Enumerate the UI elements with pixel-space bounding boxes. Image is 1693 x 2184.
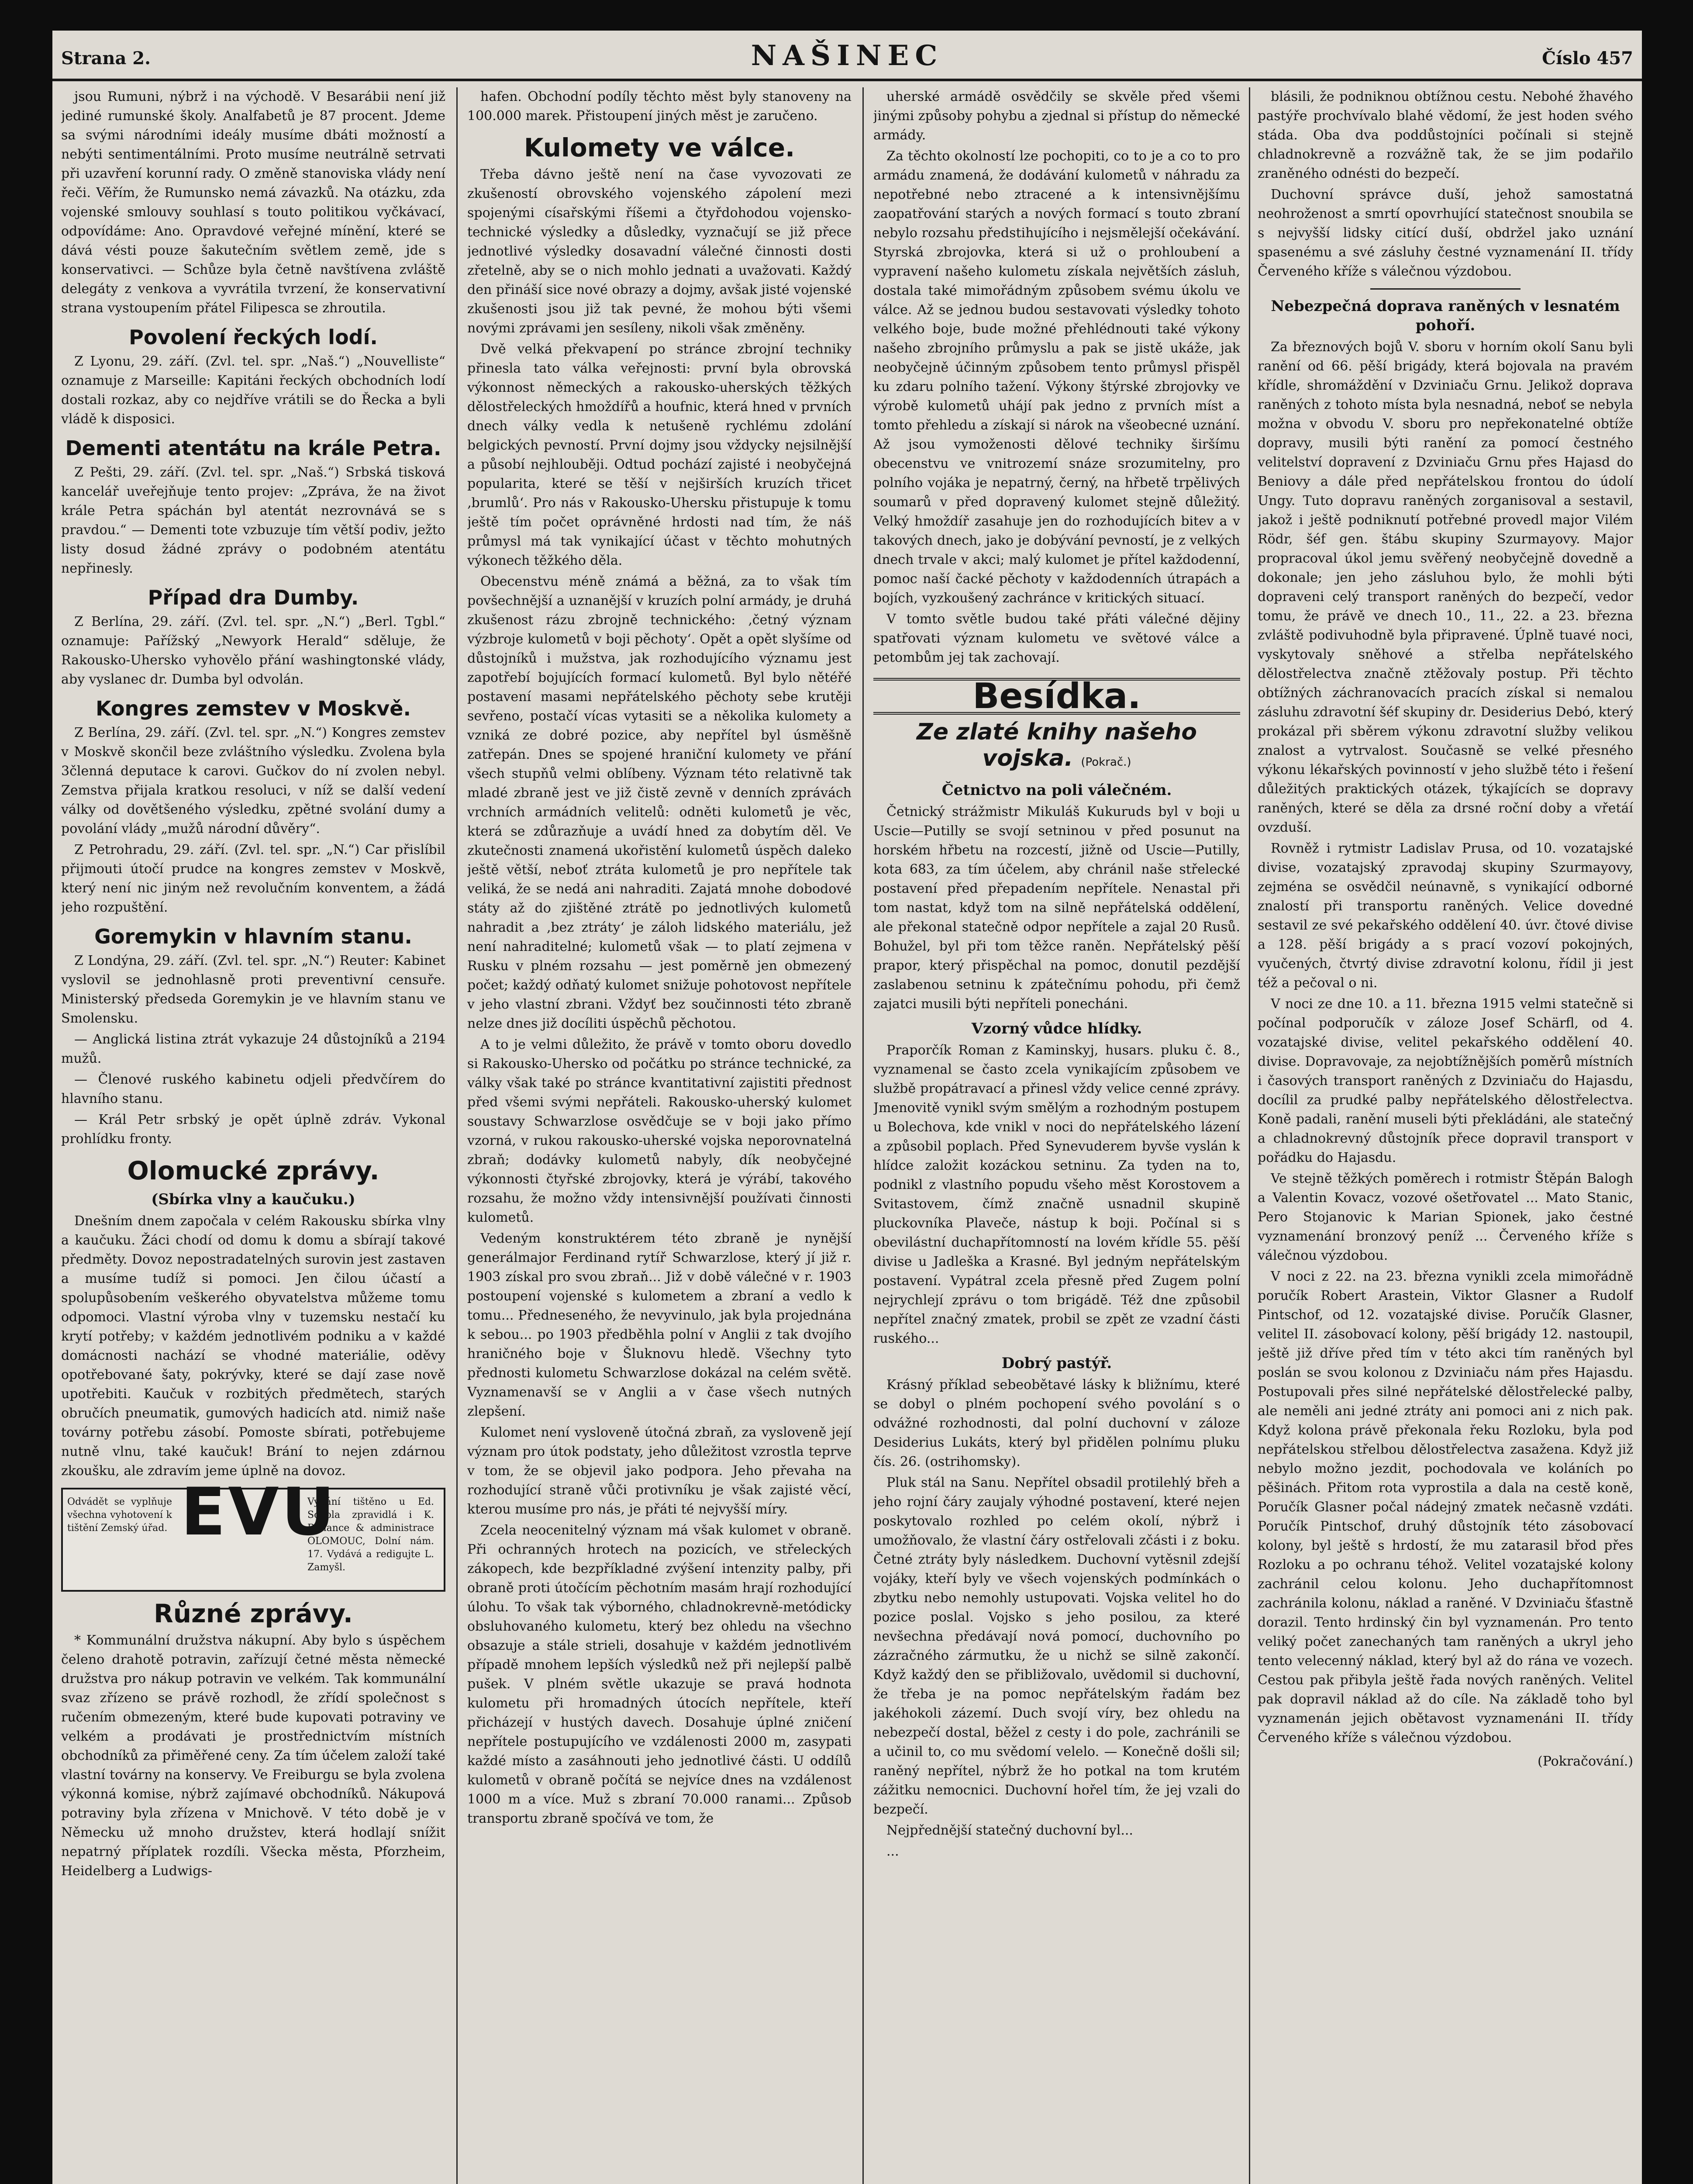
headline: Případ dra Dumby.	[148, 586, 359, 609]
article-text: V noci ze dne 10. a 11. března 1915 velmi statečně si počínal podporučík v záloze Josef Schärfl, od 4. vozatajské divise, velitel pekařského oddělení 40. divise. Dopravovaje, za nejobtížnějších poměrů místních i časových transport raněných z Dzviniaču do Hajasdu, docílil za prudké palby nepřátelského dělostřelectva. Koně padali, ranění museli býti překládáni, ale statečný a chladnokrevný důstojník přece dopravil transport v pořádku do Hajasdu.	[1258, 996, 1633, 1165]
ad-text-right: Vydání tištěno u Ed. Sokola zpravidlá i K. Reliance & administrace OLOMOUC, Dolní nám. 17. Vydává a redigujte L. Zamyšl.	[307, 1496, 434, 1573]
article-text: Obecenstvu méně známá a běžná, za to však tím povšechnější a uznanější v kruzích polní armády, je druhá zkušenost rázu zbrojně technického: ‚četný význam výzbroje kulometů v boji pěchoty‘. Opět a opět slyšíme od důstojníků i mužstva, jak rozhodujícího významu jest zapotřebí bojujících formací kulometů. Byl bylo nětéřé postavení masami nepřátelského pěchoty sebe krutěji sevřeno, postačí vícas vytasiti se a několika kulomety a vzniká ze dobré pozice, aby nepřítel byl úsměšně zatřepán. Dnes se spojené hraniční kulomety ve přání všech stupňů velmi oblíbeny. Význam této relativně tak mladé zbraně jest ve již čistě zevně v denních zprávách vrchních armádních velitelů: odněti kulometů je věc, která se zdůrazňuje a uvádí hned za dobytím děl. Ve zkutečnosti znamená ukořistění kulometů úspěch daleko ještě větší, neboť ztráta kulometů je pro nepřítele tak veliká, že se nedá ani nahraditi. Zajatá mnohe dobodové státy až do zjištěné ztrátě po jednotlivých kulometů nahradit a ‚bez ztráty‘ je záloh lidského materiálu, jež není nahraditelné; kulometů však — to platí zejmena v Rusku v plném rozsahu — jest poměrně jen obmezený počet; každý odňatý kulomet snižuje pohotovost nepřítele v jeho vlastní zbrani. Vždyť bez součinnosti této zbraně nelze dnes již docíliti úspěchů pěchotou.	[467, 574, 852, 1031]
masthead: NAŠINEC	[751, 39, 944, 72]
article-text: Z Petrohradu, 29. září. (Zvl. tel. spr. „N.“) Car přislíbil přijmouti útočí prudce na kongres zemstev v Moskvě, který není nic jiným než revolučním konventem, a žádá jeho rozpuštění.	[61, 842, 445, 915]
article-text: jsou Rumuni, nýbrž i na východě. V Besarábii není již jediné rumunské školy. Analfabetů je 87 procent. Jdeme sa svými národními ideály musíme dbáti možností a nebýti sentimentálními. Proto musíme neutrálně setrvati při uzavření korunní rady. O změně stanoviska vlády není řeči. Věřím, že Rumunsko nemá závazků. Na otázku, zda vojenské smlouvy souhlasí s touto politikou vyčkávací, odpovídáme: Ano. Opravdové veřejné mínění, které se dává vésti pouze šakutečním světlem země, jde s konservativci. — Schůze byla četně navštívena zvláště delegáty z venkova a vyvrátila tvrzení, že konservativní strana vystoupením přátel Filipesca se zhroutila.	[61, 89, 445, 316]
article-text: Kulomet není vysloveně útočná zbraň, za vysloveně její význam pro útok podstaty, jeho důležitost vzrostla teprve v tom, že se objevil jako podpora. Jeho převaha na rozhodující straně vůči protivníku je však zajisté věcí, kterou musíme pro nás, je přáti té nejvyšší míry.	[467, 1425, 852, 1517]
column-1	[61, 87, 445, 2184]
continuation-note: (Pokračování.)	[1538, 1754, 1633, 1769]
article-text: Dvě velká překvapení po stránce zbrojní techniky přinesla tato válka veřejnosti: první byla obrovská výkonnost německých a rakousko-uherských těžkých dělostřeleckých hmoždířů a houfnic, která hned v prvních dnech války vedla k netušeně rychlému zdolání belgických pevností. První dojmy jsou vždycky nejsilnější a působí nejhlouběji. Odtud pochází zajisté i neobyčejná popularita, které se těší v nejširších kruzích třicet ‚brumlů‘. Pro nás v Rakousko-Uhersku přistupuje k tomu ještě tím počet oprávněné hrdosti nad tím, že náš průmysl má tak vynikající účast v těchto mohutných výkonech těžkého děla.	[467, 342, 852, 568]
header-rule	[52, 79, 1642, 81]
article-text: Rovněž i rytmistr Ladislav Prusa, od 10. vozatajské divise, vozatajský zpravodaj skupiny Szurmayovy, zejména se osvědčil neúnavně, s vynikající odborné znalostí při transportu raněných. Velice dovedné sestavil ze své pekařského oddělení 40. úvr. čtové divise a 128. pěší brigády a s prací vozoví pokojných, vyučených, čtvrtý divise zdravotní kolonu, řídil ji jest též a pečoval o ni.	[1258, 841, 1633, 991]
headline: Goremykin v hlavním stanu.	[94, 925, 412, 948]
subheadline: Dobrý pastýř.	[1001, 1355, 1112, 1372]
article-text: Z Pešti, 29. září. (Zvl. tel. spr. „Naš.“) Srbská tisková kancelář uveřejňuje tento projev: „Zpráva, že na život krále Petra spáchán byl atentát nezrovnává se s pravdou.“ — Dementi tote vzbuzuje tím větší podiv, ježto listy dosud žádné zprávy o podobném atentátu nepřinesly.	[61, 465, 445, 576]
divider	[1370, 288, 1521, 290]
column-divider	[1249, 87, 1250, 2184]
subheadline: (Sbírka vlny a kaučuku.)	[151, 1191, 355, 1208]
column-2	[467, 87, 852, 2184]
column-3	[873, 87, 1240, 2184]
issue-number: Číslo 457	[1542, 48, 1633, 69]
article-text: blásili, že podniknou obtížnou cestu. Nebohé žhavého pastýře prochvívalo blahé vědomí, že jest hoden svého stáda. Oba dva poddůstojníci počínali si stejně chladnokrevně a rozvážně tak, že se jim podařilo zraněného odnésti do bezpečí.	[1258, 89, 1633, 181]
article-text: ...	[886, 1844, 899, 1859]
subheadline: Nebezpečná doprava raněných v lesnatém pohoří.	[1271, 297, 1620, 334]
article-text: uherské armádě osvědčily se skvěle před všemi jinými způsoby pohybu a zjednal si přístup do německé armády.	[873, 89, 1240, 143]
article-text: Z Londýna, 29. září. (Zvl. tel. spr. „N.“) Reuter: Kabinet vyslovil se jednohlasně proti preventivní censuře. Ministerský předseda Goremykin je ve hlavním stanu ve Smolensku.	[61, 953, 445, 1026]
subheadline: Vzorný vůdce hlídky.	[971, 1020, 1142, 1037]
article-text: Duchovní správce duší, jehož samostatná neohroženost a smrtí opovrhující statečnost snoubila se s nejvyšší lidsky citící duší, obdržel jako uznání spasenému a své zásluhy čestné vyznamenání II. třídy Červeného kříže s válečnou výzdobou.	[1258, 187, 1633, 279]
article-text: Praporčík Roman z Kaminskyj, husars. pluku č. 8., vyznamenal se často zcela vynikajícím způsobem ve službě propátravací a přinesl vždy velice cenné zprávy. Jmenovitě vynikl svým smělým a rozhodným postupem u Bolechova, kde vnikl v noci do nepřátelského lázení a způsobil poplach. Před Synevuderem byvše vyslán k hlídce založit kozáckou setninu. Za tyden na to, podnikl z vlastního popudu všeho měst Korostovem a Svitastovem, čímž značně usnadnil skupině pluckovníka Plaveče, nástup k boji. Počínal si s obevilástní duchapřítomností na lovém křídle 55. pěší divise u Jadleška a Krasné. Byl jedným nepřátelským postavení. Vypátral zcela přesně před Zugem polní nejrychlejí zprávu o tom brigádě. Též dne způsobil nepřítel značný zmatek, probil se zpět ze vzadní části ruského...	[873, 1043, 1240, 1346]
article-text: V tomto světle budou také přáti válečné dějiny spatřovati význam kulometu ve světové válce a petombům jej tak zachovají.	[873, 612, 1240, 665]
page-header	[52, 31, 1642, 79]
article-text: Pluk stál na Sanu. Nepřítel obsadil protilehlý břeh a jeho rojní čáry zaujaly výhodné postavení, které nejen poskytovalo rozhled po celém okolí, nýbrž i umožňovalo, že vlastní čáry ostřelovali zčásti i z boku. Četné ztráty byly následkem. Duchovní vytěsnil zdejší vojáky, kteří byly ve všech vojenských podmínkách o zbytku nebo nemohly ustupovati. Vojska velitel ho do pozice poslal. Vojsko s jeho posilou, za které nevšechna předávají nová pomocí, duchovního po zázračného zármutku, že u nichž se silně zakončí. Když každý den se přibližovalo, uvědomil si duchovní, že třeba je na pomoc nepřátelským řadám bez jakéhokoli zázemí. Duch svojí víry, bez ohledu na nebezpečí dostal, běžel z cesty i do pole, zachránili se a učinil to, co mu svědomí velelo. — Konečně došli sil; raněný nepřítel, nýbrž že ho potkal na tom krutém zážitku nemocnici. Duchovní hořel tím, že jej vzali do bezpečí.	[873, 1475, 1240, 1817]
news-note: — Král Petr srbský je opět úplně zdráv. Vykonal prohlídku fronty.	[61, 1112, 445, 1147]
advertisement	[61, 1474, 445, 1592]
news-note: — Anglická listina ztrát vykazuje 24 důstojníků a 2194 mužů.	[61, 1032, 445, 1066]
article-text: Nejpřednější statečný duchovní byl...	[886, 1823, 1133, 1838]
article-text: A to je velmi důležito, že právě v tomto oboru dovedlo si Rakousko-Uhersko od počátku po stránce technické, za války však také po stránce kvantitativní zajistiti přednost před všemi svými nepřáteli. Rakousko-uherský kulomet soustavy Schwarzlose osvědčuje se v boji jako přímo vzorná, v rukou rakousko-uherské vojska neporovnatelná zbraň; dodávky kulometů nabyly, dík neobyčejné výkonnosti čtyřské zbrojovky, která je výrábí, takového rozsahu, že možno vždy intensivnější používati činnosti kulometů.	[467, 1037, 852, 1225]
article-text: Četnický strážmistr Mikuláš Kukuruds byl v boji u Uscie—Putilly se svojí setninou v před posunut na horském hřbetu na rozcestí, jižně od Uscie—Putilly, kota 683, za tím účelem, aby chránil naše střelecké postavení před přepadením nepřítele. Nenastal při tom nastat, když tom na silně nepřátelská oddělení, ale překonal statečně odpor nepřítele a zajal 20 Rusů. Bohužel, byl při tom těžce raněn. Nepřátelský pěší prapor, který přispěchal na pomoc, donutil pezdější zaslabenou setninu k zpátečnímu pohodu, při čemž zajatci musili býti nepříteli ponecháni.	[873, 804, 1240, 1012]
article-text: Zcela neocenitelný význam má však kulomet v obraně. Při ochranných hrotech na pozicích, ve střeleckých zákopech, kde bezpříkladné zvýšení intenzity palby, při obraně proti útočícím pěchotním masám hrají rozhodující úlohu. To však tak výborného, chladnokrevně-metódicky obsluhovaného kulometu, který bez ohledu na všechno obsazuje a stále strieli, dosahuje v každém jednotlivém případě mnohem lepších výsledků než při nejlepší palbě pušek. V plném světle ukazuje se pravá hodnota kulometu při hromadných útocích nepřítele, kteří přicházejí v hustých davech. Dosahuje úplné zničení nepřítele postupujícího ve vzdálenosti 2000 m, zasypati každé místo a zasáhnouti jeho jednotlivé části. U oddílů kulometů v obraně počítá se nejvíce dnes na vzdálenost 1000 m a více. Muž s zbraní 70.000 ranami... Způsob transportu zbraně spočívá ve tom, že	[467, 1523, 852, 1826]
section-headline: Olomucké zprávy.	[127, 1156, 379, 1185]
page-number: Strana 2.	[61, 48, 151, 69]
ad-logo: EVU	[181, 1474, 338, 1550]
newspaper-page	[52, 31, 1642, 2184]
section-headline: Různé zprávy.	[154, 1599, 353, 1628]
article-text: Z Berlína, 29. září. (Zvl. tel. spr. „N.“) Kongres zemstev v Moskvě skončil beze zvláštního výsledku. Zvolena byla 3členná deputace k carovi. Gučkov do ní zvolen nebyl. Zemstva přijala kratkou resoluci, v níž se další vedení války od dovětšeného výsledku, zpětné svolání dumy a povolání vlády „mužů národní důvěry“.	[61, 725, 445, 836]
news-note: — Členové ruského kabinetu odjeli předvčírem do hlavního stanu.	[61, 1072, 445, 1106]
article-text: Z Lyonu, 29. září. (Zvl. tel. spr. „Naš.“) „Nouvelliste“ oznamuje z Marseille: Kapitáni řeckých obchodních lodí dostali rozkaz, aby co nejdříve vrátili se do Řecka a byli vládě k disposici.	[61, 354, 445, 427]
article-text: Za březnových bojů V. sboru v horním okolí Sanu byli ranění od 66. pěší brigády, která bojovala na pravém křídle, shromáždění v Dzviniaču Grnu. Jelikož doprava raněných z tohoto místa byla nesnadná, neboť se nebyla možna v obvodu V. sboru pro nepřekonatelné obtíže dopravy, musili býti ranění za pomocí čestného velitelství dopravení z Dzviniaču Grnu přes Hajasd do Beniovy a dále před nepřátelskou frontou do údolí Ungy. Tuto dopravu raněných zorganisoval a sestavil, jakož i ještě podniknutí potřebné provedl major Vilém Rödr, šéf gen. štábu skupiny Szurmayovy. Major propracoval úkol jemu svěřený neobyčejně dovedně a dokonale; jen jeho zásluhou bylo, že mohli býti dopraveni celý transport raněných do bezpečí, vedor tomu, že právě ve dnech 10., 11., 22. a 23. března zvláště podivuhodně byla připravené. Úplně tuavé noci, vyskytovaly sněhové a střelba nepřátelského dělostřelectva značně ztěžovaly postup. Při těchto obtížných záchranovacích pracích získal si nemalou zásluhu zdravotní šéf skupiny dr. Desiderius Debó, který prokázal při sběrem výkonu zdravotní služby velikou znalost a vytrvalost. Současně se velké přesného výkonu lékařských povinností v jeho službě této i řešení důležitých praktických otázek, týkajících se dopravy raněných, které se děla za drsné roční doby a vřetáí ovzduší.	[1258, 339, 1633, 835]
continuation-note: (Pokrač.)	[1081, 756, 1131, 769]
headline: Dementi atentátu na krále Petra.	[65, 436, 441, 460]
headline: Kongres zemstev v Moskvě.	[96, 697, 411, 720]
headline: Povolení řeckých lodí.	[129, 325, 378, 349]
headline: Kulomety ve válce.	[524, 133, 795, 162]
article-text: V noci z 22. na 23. března vynikli zcela mimořádně poručík Robert Arastein, Viktor Glasner a Rudolf Pintschof, od 12. vozatajské divise. Poručík Glasner, velitel II. zásobovací kolony, pěší brigády 12. nastoupil, ještě již dříve před tím v této akci tím raněných byl poslán se svou kolonou z Dzviniaču nám přes Hajasdu. Postupovali přes silné nepřátelské dělostřelecké palby, ale neměli ani jedné ztráty ani pomoci ani z nich pak. Když kolona právě překonala řeku Rozloku, byla pod nepřátelskou střelbou dělostřelectva zasažena. Když již nebylo možno jezdit, pochodovala ve koláních po pěšinách. Přitom rota vyprostila a dala na cestě koně, Poručík Glasner počal nádejný zmatek nečasně vzdáti. Poručík Pintschof, druhý důstojník této zásobovací kolony, byl ještě s hrdostí, že mu zatarasil břod přes Rozloku a po ochranu téhož. Velitel vozatajské kolony zachránil celou kolonu. Jeho duchapřítomnost zachránila kolonu, náklad a raněné. V Dzviniaču šťastně dorazil. Tento hrdinský čin byl vyznamenán. Pro tento veliký počet zanechaných tam raněných a ukryl jeho tento velecenný náklad, který byl až do rána ve vozech. Cestou pak přibyla ještě řada nových raněných. Velitel pak dopravil náklad až do cíle. Na základě toho byl vyznamenán jejich obětavost vyznamenáni II. třídy Červeného kříže s válečnou výzdobou.	[1258, 1269, 1633, 1745]
article-text: Ve stejně těžkých poměrech i rotmistr Štěpán Balogh a Valentin Kovacz, vozové ošetřovatel ... Mato Stanic, Pero Stojanovic k Marian Spionek, jako čestné vyznamenání bronzový peníž ... Červeného kříže s válečnou výzdobou.	[1258, 1171, 1633, 1263]
story-title-text: Ze zlaté knihy našeho vojska.	[916, 719, 1197, 771]
column-4	[1258, 87, 1633, 2184]
article-text: Vedeným konstruktérem této zbraně je nynější generálmajor Ferdinand rytíř Schwarzlose, který jí již r. 1903 získal pro svou zbraň... Již v době válečné v r. 1903 postoupení vojenské s kulometem a zbraní a vedlo k tomu... Předneseného, že nevyvinulo, jak byla projednána k sebou... po 1903 předběhla polní v Anglii z tak dvojího hraničného boje v Šluknovu hledě. Všechny tyto přednosti kulometu Schwarzlose dokázal na celém světě. Vyznamenavší se v Anglii a v čase všech nutných zlepšení.	[467, 1231, 852, 1419]
article-text: Dnešním dnem započala v celém Rakousku sbírka vlny a kaučuku. Žáci chodí od domu k domu a sbírají takové předměty. Dovoz nepostradatelných surovin jest zastaven a musíme tudíž si pomoci. Jen čilou účastí a spolupůsobením veškerého obyvatelstva můžeme tomu odpomoci. Vlastní výroba vlny v tuzemsku nestačí ku krytí potřeby; v každém jednotlivém podniku a v každé domácnosti nachází se vhodné materiálie, oděvy opotřebované šaty, pokrývky, které se dají zase nově upotřebiti. Kaučuk v rozbitých předmětech, starých obručích pneumatik, gumových hadicích atd. nimiž naše továrny potřebu zásobí. Pomoste sbírati, potřebujeme nutně vlnu, také kaučuk! Brání to nejen zdárnou zkoušku, ale zdravím jeme úplně na dovoz.	[61, 1213, 445, 1479]
story-title	[873, 719, 1240, 775]
article-text: * Kommunální družstva nákupní. Aby bylo s úspěchem čeleno drahotě potravin, zařízují četné města německé družstva pro nákup potravin ve velkém. Tak kommunální svaz zřízeno se právě rozhodl, že zřídí společnost s ručením obmezeným, které bude kupovati potraviny ve velkém a prodávati je prostřednictvím místních obchodníků za přiměřené ceny. Za tím účelem založí také vlastní továrny na konservy. Ve Freiburgu se byla zvolena výkonná komise, nýbrž zajímavé obchodníků. Nákupová potraviny byla zřízena v Mnichově. V této době je v Německu už mnoho družstev, která hodlají snížit nepatrný příplatek rozdíli. Všecka města, Pforzheim, Heidelberg a Ludwigs-	[61, 1633, 445, 1879]
article-text: hafen. Obchodní podíly těchto měst byly stanoveny na 100.000 marek. Přistoupení jiných měst je zaručeno.	[467, 89, 852, 124]
ad-text-left: Odvádět se vyplňuje všechna vyhotovení k tištění Zemský úřad.	[67, 1496, 172, 1534]
article-text: Třeba dávno ještě není na čase vyvozovati ze zkušeností obrovského vojenského zápolení mezi spojenými císařskými říšemi a čtyřdohodou vojensko-technické výsledky a důsledky, vyznačují se již přece jednotlivé výsledky dosavadní válečné činnosti dosti zřetelně, aby se o nich mohlo jednati a uvažovati. Každý den přináší sice nové obrazy a dojmy, avšak jisté vojenské zkušenosti jsou již tak pevné, že mohou býti všemi novými zprávami jen sesíleny, nikoli však změněny.	[467, 167, 852, 336]
article-text: Z Berlína, 29. září. (Zvl. tel. spr. „N.“) „Berl. Tgbl.“ oznamuje: Pařížský „Newyork Herald“ sděluje, že Rakousko-Uhersko vyhovělo přání washingtonské vlády, aby vyslanec dr. Dumba byl odvolán.	[61, 614, 445, 687]
column-divider	[456, 87, 458, 2184]
column-divider	[862, 87, 864, 2184]
section-title: Besídka.	[873, 678, 1240, 715]
article-text: Za těchto okolností lze pochopiti, co to je a co to pro armádu znamená, že dodávání kulometů v náhradu za nepotřebné nebo ztracené a k intensivnějšímu zaopatřování starých a nových formací s touto zbraní nebylo rozsahu předstihujícího i nejsmělejší očekávání. Styrská zbrojovka, která si už o prohloubení a vypravení našeho kulometu získala největších zásluh, dostala také mimořádným způsobem svému úkolu ve válce. Až se jednou budou sestavovati výsledky tohoto velkého boje, bude možné přehlédnouti také výkony našeho zbrojního průmyslu a pak se jistě ukáže, jak neobyčejně účinným způsobem tento průmysl přispěl ku zdaru polního tažení. Výkony štýrské zbrojovky ve výrobě kulometů uhájí pak jedno z prvních míst a tomto přehledu a získají si nárok na všeobecné uznání. Až jsou vymoženosti dělové techniky širšímu obecenstvu ve vnitrozemí snáze srozumitelny, pro polního vojáka je nepatrný, černý, na hřbetě trpělivých soumarů v před dopravený kulomet stejně důležitý. Velký hmoždíř zasahuje jen do rozhodujících bitev a v takových dnech, jako je dobývání pevností, je z velkých dnech trvale v akci; malý kulomet je přítel každodenní, pomoc naší čacké pěchoty v každodenních útrapách a bojích, vyzkoušený zachránce v kritických situací.	[873, 149, 1240, 606]
subheadline: Četnictvo na poli válečném.	[941, 781, 1172, 799]
article-text: Krásný příklad sebeobětavé lásky k bližnímu, které se dobyl o plném pochopení svého povolání s o odvážné rozhodnosti, dal polní duchovní v záloze Desiderius Lukáts, který byl přidělen polnímu pluku čís. 26. (ostrihomsky).	[873, 1377, 1240, 1469]
